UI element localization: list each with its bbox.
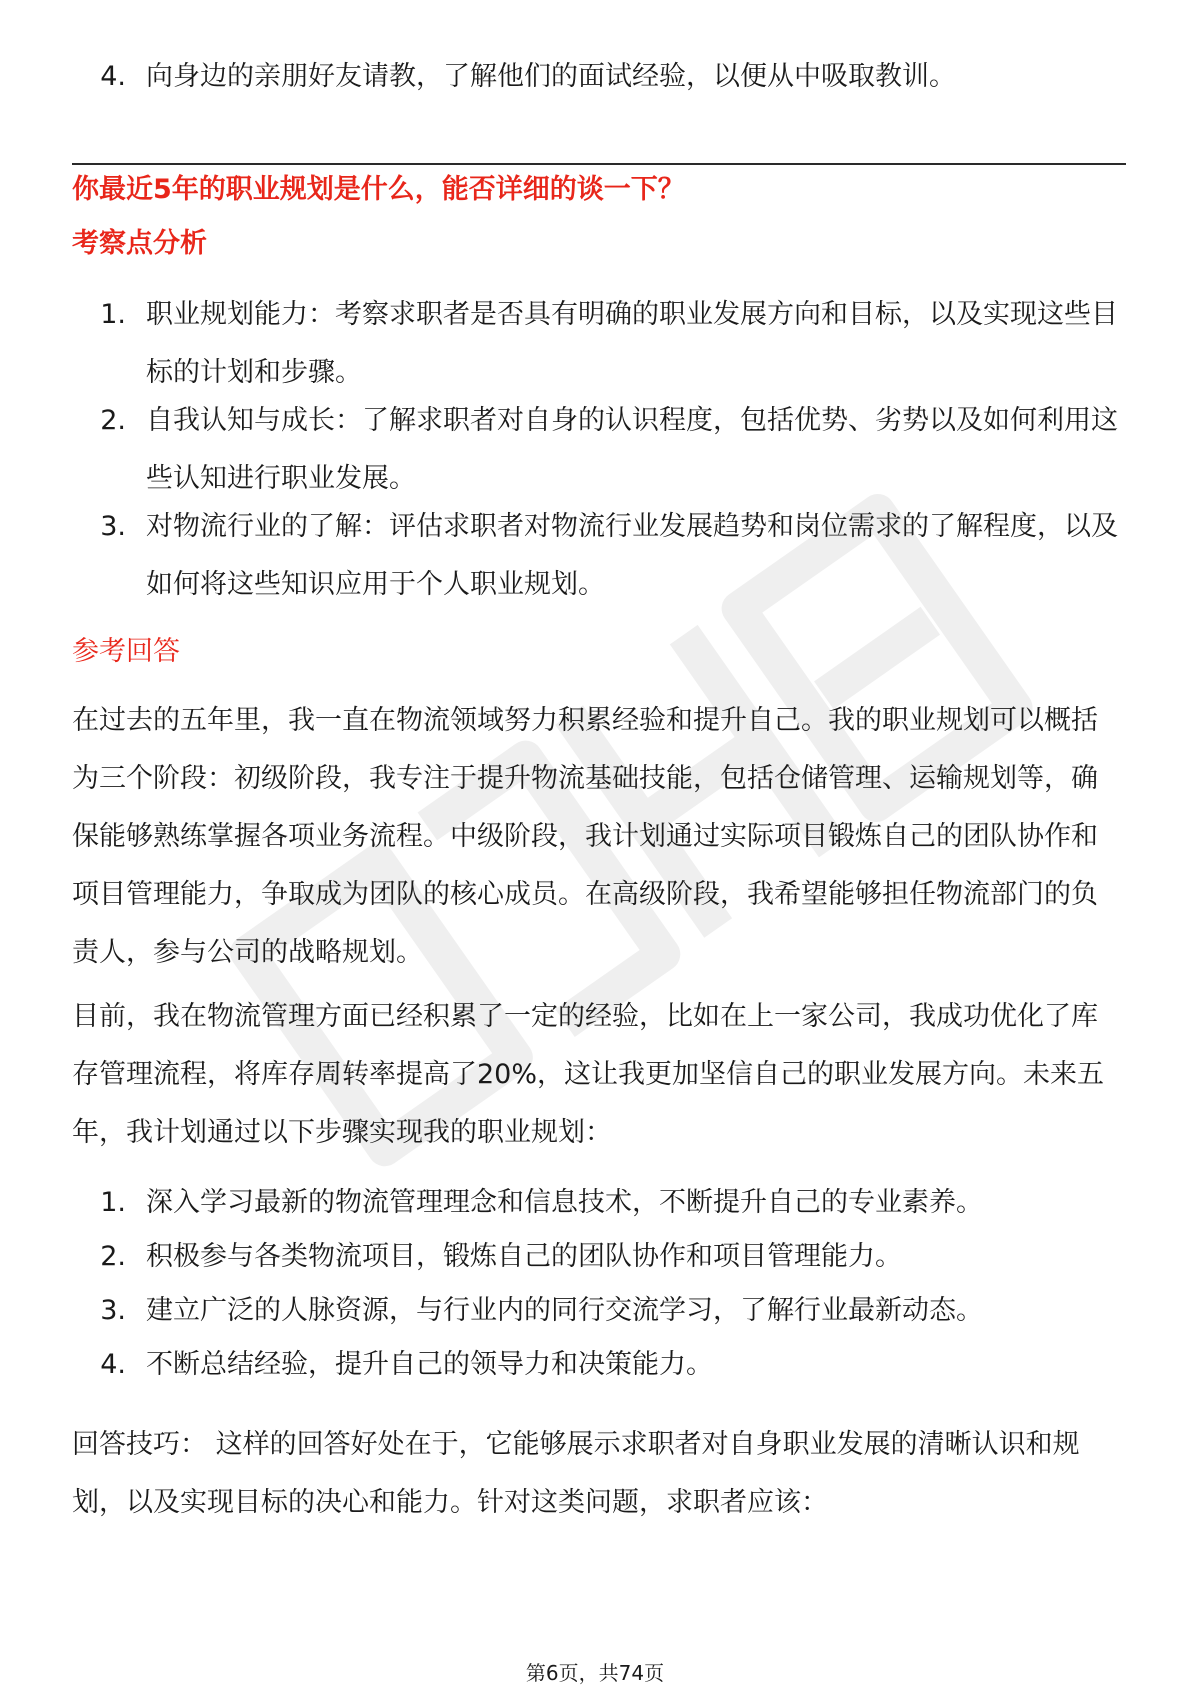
- list-number: 2.: [100, 405, 126, 436]
- list-item: [74, 1336, 1124, 1394]
- list-item: [74, 286, 1124, 402]
- list-item: [74, 48, 1124, 106]
- analysis-heading: 考察点分析: [72, 228, 207, 259]
- question-heading: 你最近5年的职业规划是什么，能否详细的谈一下？: [72, 174, 685, 205]
- answer-tips: 回答技巧： 这样的回答好处在于，它能够展示求职者对自身职业发展的清晰认识和规划，以及实现目标的决心和能力。针对这类问题，求职者应该：: [72, 1429, 1080, 1518]
- answer-paragraph: 目前，我在物流管理方面已经积累了一定的经验，比如在上一家公司，我成功优化了库存管理流程，将库存周转率提高了20%，这让我更加坚信自己的职业发展方向。未来五年，我计划通过以下步骤实现我的职业规划：: [72, 1001, 1105, 1148]
- list-number: 1.: [100, 1187, 126, 1218]
- list-number: 4.: [100, 1349, 126, 1380]
- list-item: [74, 498, 1124, 614]
- list-number: 2.: [100, 1241, 126, 1272]
- list-text: 深入学习最新的物流管理理念和信息技术，不断提升自己的专业素养。: [146, 1187, 983, 1218]
- list-item: [74, 1228, 1124, 1286]
- list-text: 积极参与各类物流项目，锻炼自己的团队协作和项目管理能力。: [146, 1241, 902, 1272]
- list-number: 3.: [100, 1295, 126, 1326]
- answer-heading: 参考回答: [72, 636, 180, 667]
- list-number: 3.: [100, 511, 126, 542]
- list-text: 向身边的亲朋好友请教，了解他们的面试经验，以便从中吸取教训。: [146, 61, 956, 92]
- page-number-footer: 第6页，共74页: [525, 1661, 665, 1685]
- list-number: 1.: [100, 299, 126, 330]
- list-item: [74, 1174, 1124, 1232]
- list-item: [74, 392, 1124, 508]
- answer-paragraph: 在过去的五年里，我一直在物流领域努力积累经验和提升自己。我的职业规划可以概括为三个阶段：初级阶段，我专注于提升物流基础技能，包括仓储管理、运输规划等，确保能够熟练掌握各项业务流程。中级阶段，我计划通过实际项目锻炼自己的团队协作和项目管理能力，争取成为团队的核心成员。在高级阶段，我希望能够担任物流部门的负责人，参与公司的战略规划。: [72, 705, 1098, 968]
- list-text: 建立广泛的人脉资源，与行业内的同行交流学习，了解行业最新动态。: [146, 1295, 983, 1326]
- list-item: [74, 1282, 1124, 1340]
- list-number: 4.: [100, 61, 126, 92]
- list-text: 职业规划能力：考察求职者是否具有明确的职业发展方向和目标，以及实现这些目标的计划和步骤。: [146, 299, 1118, 388]
- section-divider: [72, 163, 1126, 165]
- list-text: 不断总结经验，提升自己的领导力和决策能力。: [146, 1349, 713, 1380]
- list-text: 对物流行业的了解：评估求职者对物流行业发展趋势和岗位需求的了解程度，以及如何将这些知识应用于个人职业规划。: [146, 511, 1118, 600]
- list-text: 自我认知与成长：了解求职者对自身的认识程度，包括优势、劣势以及如何利用这些认知进行职业发展。: [146, 405, 1118, 494]
